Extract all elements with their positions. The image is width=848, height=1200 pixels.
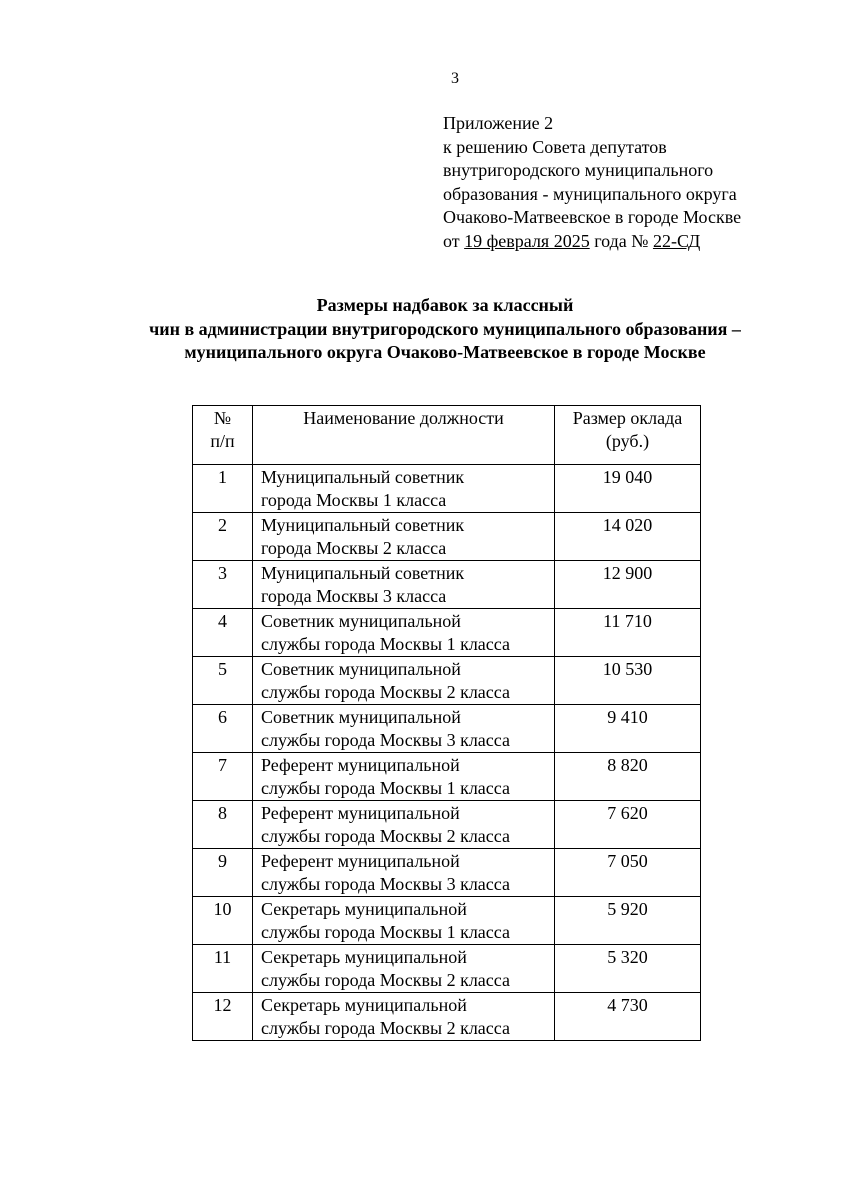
row-number: 4: [193, 609, 253, 657]
table-row: [193, 465, 701, 513]
row-position-line: Муниципальный советник: [261, 467, 465, 487]
title-line: Размеры надбавок за классный: [316, 295, 574, 315]
row-position-line: города Москвы 2 класса: [261, 538, 447, 558]
row-amount: 4 730: [555, 993, 701, 1041]
row-amount: 7 050: [555, 849, 701, 897]
page-number: 3: [451, 70, 459, 87]
row-position-line: службы города Москвы 3 класса: [261, 730, 510, 750]
row-position: [253, 657, 555, 705]
row-position-line: Референт муниципальной: [261, 851, 460, 871]
row-amount: 5 320: [555, 945, 701, 993]
row-position: [253, 513, 555, 561]
row-number: 6: [193, 705, 253, 753]
table-row: [193, 609, 701, 657]
row-position-line: Муниципальный советник: [261, 563, 465, 583]
appendix-year-word: года №: [594, 230, 649, 251]
row-number: 1: [193, 465, 253, 513]
title-line: муниципального округа Очаково-Матвеевское в городе Москве: [184, 342, 706, 362]
row-position-line: Референт муниципальной: [261, 803, 460, 823]
row-position-line: Секретарь муниципальной: [261, 899, 467, 919]
table-row: [193, 849, 701, 897]
row-amount: 12 900: [555, 561, 701, 609]
row-position-line: Советник муниципальной: [261, 611, 461, 631]
row-position: [253, 801, 555, 849]
row-position-line: Референт муниципальной: [261, 755, 460, 775]
appendix-line: Приложение 2: [443, 113, 554, 133]
row-position-line: службы города Москвы 1 класса: [261, 922, 510, 942]
row-number: 12: [193, 993, 253, 1041]
row-number: 9: [193, 849, 253, 897]
row-amount: 10 530: [555, 657, 701, 705]
row-amount: 14 020: [555, 513, 701, 561]
header-salary-line: (руб.): [605, 431, 650, 451]
header-position-text: Наименование должности: [303, 408, 504, 428]
row-position-line: Советник муниципальной: [261, 659, 461, 679]
row-number: 11: [193, 945, 253, 993]
table-row: [193, 657, 701, 705]
row-position: [253, 753, 555, 801]
appendix-line: к решению Совета депутатов: [443, 136, 667, 157]
row-amount: 19 040: [555, 465, 701, 513]
header-num-line: №: [213, 408, 232, 428]
header-num-line: п/п: [210, 431, 235, 451]
row-number: 3: [193, 561, 253, 609]
appendix-from: от: [443, 230, 460, 251]
title-line: чин в администрации внутригородского муниципального образования –: [149, 318, 741, 339]
row-amount: 5 920: [555, 897, 701, 945]
row-number: 5: [193, 657, 253, 705]
appendix-decision-line: [443, 230, 803, 254]
row-number: 2: [193, 513, 253, 561]
row-position-line: города Москвы 3 класса: [261, 586, 447, 606]
header-position: [253, 406, 555, 465]
row-number: 10: [193, 897, 253, 945]
row-position: [253, 897, 555, 945]
row-position-line: службы города Москвы 2 класса: [261, 970, 510, 990]
row-position-line: Секретарь муниципальной: [261, 947, 467, 967]
document-title: [40, 294, 848, 365]
appendix-header: [443, 112, 803, 253]
row-position: [253, 465, 555, 513]
decision-number: 22-СД: [652, 230, 701, 251]
row-position-line: Муниципальный советник: [261, 515, 465, 535]
header-salary-line: Размер оклада: [572, 408, 683, 428]
row-amount: 11 710: [555, 609, 701, 657]
row-position: [253, 849, 555, 897]
header-num: [193, 406, 253, 465]
table-row: [193, 993, 701, 1041]
row-amount: 8 820: [555, 753, 701, 801]
row-number: 7: [193, 753, 253, 801]
row-position-line: службы города Москвы 2 класса: [261, 826, 510, 846]
row-position: [253, 561, 555, 609]
table-row: [193, 705, 701, 753]
table-row: [193, 801, 701, 849]
row-amount: 9 410: [555, 705, 701, 753]
row-position-line: службы города Москвы 2 класса: [261, 1018, 510, 1038]
row-position-line: Секретарь муниципальной: [261, 995, 467, 1015]
row-position-line: Советник муниципальной: [261, 707, 461, 727]
row-position: [253, 705, 555, 753]
decision-date: 19 февраля 2025: [464, 230, 590, 251]
appendix-line: образования - муниципального округа: [443, 183, 737, 204]
row-position-line: службы города Москвы 1 класса: [261, 634, 510, 654]
row-position-line: службы города Москвы 1 класса: [261, 778, 510, 798]
table-row: [193, 561, 701, 609]
table-row: [193, 945, 701, 993]
table-row: [193, 513, 701, 561]
row-position: [253, 945, 555, 993]
header-salary: [555, 406, 701, 465]
row-position-line: города Москвы 1 класса: [261, 490, 447, 510]
appendix-line: Очаково-Матвеевское в городе Москве: [443, 207, 742, 227]
row-position: [253, 609, 555, 657]
table-row: [193, 897, 701, 945]
table-row: [193, 753, 701, 801]
row-amount: 7 620: [555, 801, 701, 849]
appendix-line: внутригородского муниципального: [443, 160, 714, 180]
row-position: [253, 993, 555, 1041]
table-header-row: [193, 406, 701, 465]
row-number: 8: [193, 801, 253, 849]
salary-table: [192, 405, 701, 1041]
row-position-line: службы города Москвы 3 класса: [261, 874, 510, 894]
row-position-line: службы города Москвы 2 класса: [261, 682, 510, 702]
